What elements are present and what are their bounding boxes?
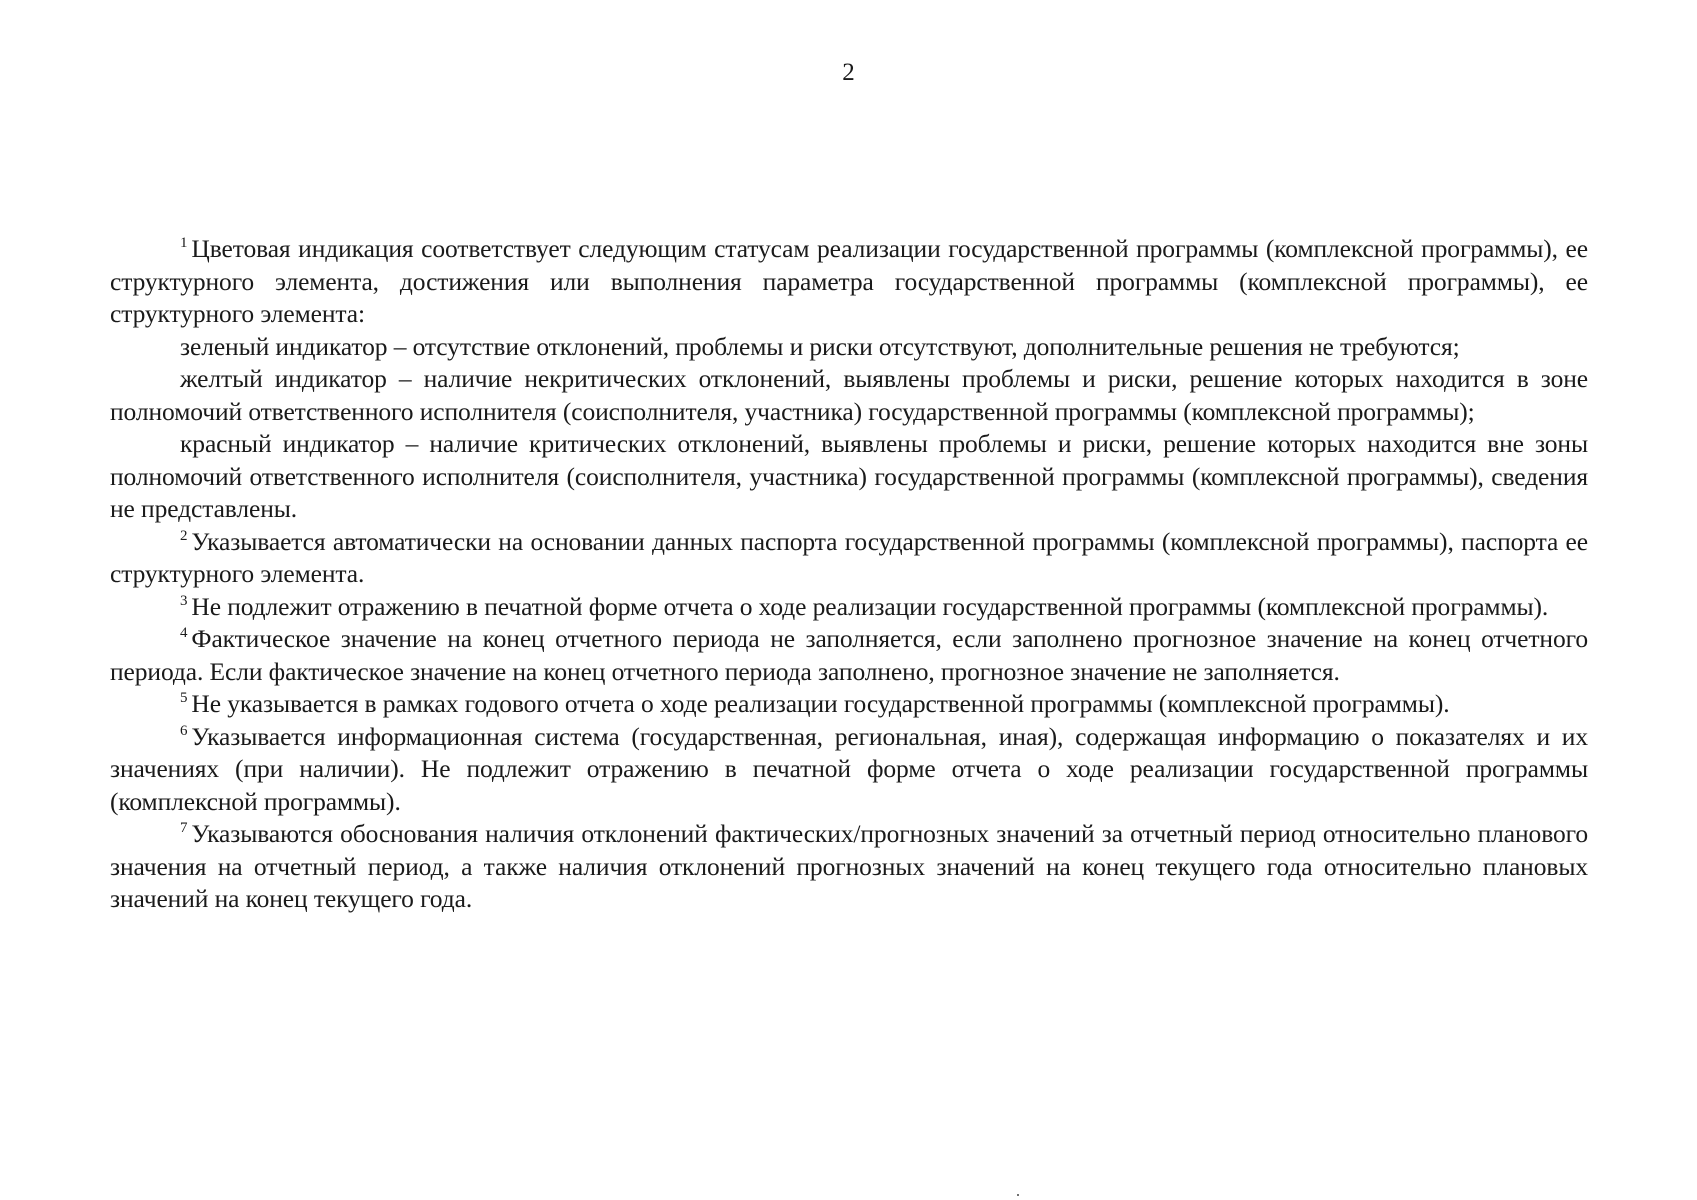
footnote-1-yellow — [110, 363, 1588, 428]
footnote-mark: 2 — [180, 527, 188, 544]
footnote-mark: 1 — [180, 235, 188, 251]
footnote-1-red — [110, 428, 1588, 526]
footnote-mark: 3 — [180, 592, 188, 609]
footnote-text: Указывается автоматически на основании данных паспорта государственной программы (комплексной программы), паспорта ее структурного элемента. — [110, 526, 1588, 588]
footnote-text: зеленый индикатор – отсутствие отклонений, проблемы и риски отсутствуют, дополнительные решения не требуются; — [180, 331, 1460, 361]
footnote-text: Указывается информационная система (государственная, региональная, иная), содержащая информацию о показателях и их значениях (при наличии). Не подлежит отражению в печатной форме отчета о ходе реализации государственной программы (комплексной программы). — [110, 721, 1588, 816]
footnote-text: Указываются обоснования наличия отклонений фактических/прогнозных значений за отчетный период относительно планового значения на отчетный период, а также наличия отклонений прогнозных значений на конец текущего года относительно плановых значений на конец текущего года. — [110, 819, 1588, 913]
footnote-text: желтый индикатор – наличие некритических отклонений, выявлены проблемы и риски, решение которых находится в зоне полномочий ответственного исполнителя (соисполнителя, участника) государственной программы (комплексной программы); — [110, 364, 1588, 426]
footnote-text: Цветовая индикация соответствует следующим статусам реализации государственной программы (комплексной программы), ее структурного элемента, достижения или выполнения параметра государственной программы (комплексной программы), ее структурного элемента: — [110, 234, 1588, 328]
footnote-4 — [110, 623, 1588, 688]
footnote-text: Не указывается в рамках годового отчета о ходе реализации государственной программы (комплексной программы). — [191, 689, 1450, 718]
footnote-7 — [110, 818, 1588, 916]
footnote-mark: 7 — [180, 820, 188, 836]
footnote-3 — [110, 591, 1588, 624]
footnote-1 — [110, 233, 1588, 331]
footnote-text: Не подлежит отражению в печатной форме отчета о ходе реализации государственной программы (комплексной программы). — [191, 591, 1549, 621]
page-number: 2 — [842, 59, 855, 86]
footnote-mark: 6 — [180, 722, 188, 739]
footnote-mark: 4 — [180, 625, 188, 641]
footnote-mark: 5 — [180, 690, 188, 706]
footnote-1-green — [110, 331, 1588, 364]
footnote-2 — [110, 526, 1588, 591]
footnote-text: красный индикатор – наличие критических отклонений, выявлены проблемы и риски, решение которых находится вне зоны полномочий ответственного исполнителя (соисполнителя, участника) государственной программы (комплексной программы), сведения не представлены. — [110, 429, 1588, 523]
footnote-text: Фактическое значение на конец отчетного периода не заполняется, если заполнено прогнозное значение на конец отчетного периода. Если фактическое значение на конец отчетного периода заполнено, прогнозное значение не заполняется. — [110, 624, 1588, 686]
footnotes-section — [110, 233, 1588, 916]
footnote-6 — [110, 721, 1588, 819]
scan-speck — [1017, 1194, 1019, 1196]
footnote-5 — [110, 688, 1588, 721]
